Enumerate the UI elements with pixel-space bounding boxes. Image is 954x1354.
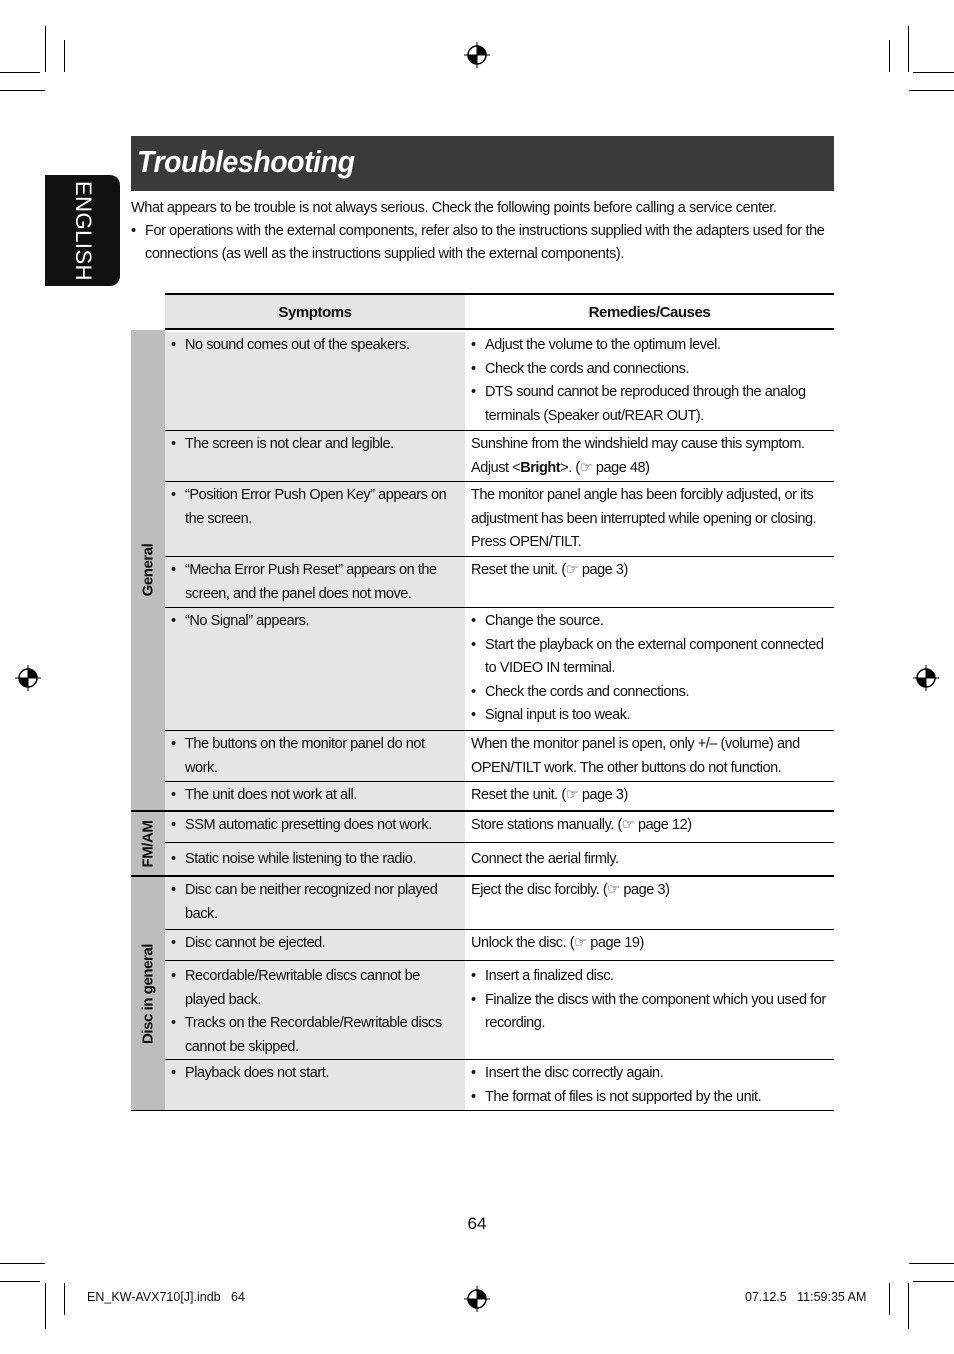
table-row (165, 961, 834, 1059)
remedy-text: Sunshine from the windshield may cause this symptom. (471, 436, 805, 452)
table-row (165, 431, 834, 481)
remedy-item: • Insert a finalized disc. (471, 965, 830, 989)
crop-mark (889, 40, 890, 72)
table-row (165, 877, 834, 929)
crop-mark (0, 1281, 40, 1282)
symptom-item: • The buttons on the monitor panel do not work. (171, 733, 455, 780)
remedy-cell (465, 332, 834, 430)
registration-mark-icon (464, 1286, 490, 1312)
table-bottom-border (131, 1110, 834, 1111)
table-row (165, 608, 834, 730)
table-header (165, 293, 834, 330)
table-row (165, 731, 834, 781)
symptom-item: • “No Signal” appears. (171, 610, 455, 634)
table-row (165, 812, 834, 842)
crop-mark (64, 1283, 65, 1315)
registration-mark-icon (15, 665, 41, 691)
crop-mark (889, 1283, 890, 1315)
remedy-text: Connect the aerial firmly. (471, 851, 619, 867)
crop-mark (0, 72, 40, 73)
remedy-item: • Change the source. (471, 610, 830, 634)
symptom-cell (165, 961, 465, 1059)
symptom-cell (165, 782, 465, 810)
registration-mark-icon (913, 665, 939, 691)
crop-mark (0, 90, 45, 91)
table-row (165, 1060, 834, 1111)
remedy-text: When the monitor panel is open, only +/– (volume) and OPEN/TILT work. The other buttons do not function. (471, 736, 800, 776)
remedy-cell (465, 731, 834, 781)
symptom-item: • Disc cannot be ejected. (171, 932, 455, 956)
symptom-cell (165, 557, 465, 607)
symptom-cell (165, 731, 465, 781)
remedy-cell (465, 608, 834, 730)
symptom-cell (165, 482, 465, 556)
crop-mark (0, 1263, 45, 1264)
symptom-cell (165, 608, 465, 730)
table-row (165, 782, 834, 810)
remedy-item: • The format of files is not supported by the unit. (471, 1086, 830, 1110)
table-row (165, 332, 834, 430)
remedy-item: • Check the cords and connections. (471, 681, 830, 705)
remedy-text: Reset the unit. (☞ page 3) (471, 562, 628, 578)
crop-mark (913, 72, 954, 73)
symptom-item: • Disc can be neither recognized nor played back. (171, 879, 455, 926)
table-row (165, 843, 834, 875)
symptom-item: • Static noise while listening to the radio. (171, 848, 455, 872)
symptom-item: • “Position Error Push Open Key” appears on the screen. (171, 484, 455, 531)
page-title: Troubleshooting (137, 144, 355, 179)
title-bar (131, 136, 834, 191)
remedy-cell (465, 482, 834, 556)
crop-mark (45, 26, 46, 72)
remedy-item: • Finalize the discs with the component which you used for recording. (471, 989, 830, 1036)
symptom-item: • Recordable/Rewritable discs cannot be played back. (171, 965, 455, 1012)
registration-mark-icon (464, 42, 490, 68)
remedy-cell (465, 557, 834, 607)
symptom-item: • SSM automatic presetting does not work. (171, 814, 455, 838)
bright-setting-name: Bright (520, 459, 561, 476)
symptom-cell (165, 332, 465, 430)
remedy-cell (465, 782, 834, 810)
page-number: 64 (467, 1214, 487, 1233)
remedy-text: Store stations manually. (☞ page 12) (471, 817, 692, 833)
remedy-text: Adjust <Bright>. (☞ page 48) (471, 459, 650, 476)
symptom-cell (165, 812, 465, 842)
remedy-cell (465, 1060, 834, 1111)
remedy-text: Eject the disc forcibly. (☞ page 3) (471, 882, 670, 898)
remedy-text: Unlock the disc. (☞ page 19) (471, 935, 644, 951)
language-tab (45, 175, 120, 286)
remedy-item: • Adjust the volume to the optimum level. (471, 334, 830, 358)
remedy-item: • Check the cords and connections. (471, 358, 830, 382)
language-label: ENGLISH (70, 180, 96, 281)
remedy-text: Reset the unit. (☞ page 3) (471, 787, 628, 803)
symptom-cell (165, 843, 465, 875)
table-row (165, 482, 834, 556)
remedy-cell (465, 877, 834, 929)
intro (131, 197, 841, 266)
crop-mark (64, 40, 65, 72)
intro-bullet: • For operations with the external components, refer also to the instructions supplied with the adapters used for the connections (as well as the instructions supplied with the external components). (131, 220, 841, 266)
symptom-cell (165, 1060, 465, 1111)
symptom-item: • Playback does not start. (171, 1062, 455, 1086)
remedy-item: • DTS sound cannot be reproduced through the analog terminals (Speaker out/REAR OUT). (471, 381, 830, 428)
crop-mark (908, 26, 909, 72)
symptom-item: • No sound comes out of the speakers. (171, 334, 455, 358)
intro-text: What appears to be trouble is not always serious. Check the following points before calling a service center. (131, 200, 777, 216)
symptom-item: • The unit does not work at all. (171, 784, 455, 808)
symptom-item: • The screen is not clear and legible. (171, 433, 455, 457)
category-general: General (131, 330, 165, 810)
crop-mark (45, 1283, 46, 1329)
symptom-item: • Tracks on the Recordable/Rewritable discs cannot be skipped. (171, 1012, 455, 1059)
crop-mark (909, 1263, 954, 1264)
remedy-cell (465, 843, 834, 875)
remedy-item: • Start the playback on the external component connected to VIDEO IN terminal. (471, 634, 830, 681)
symptom-item: • “Mecha Error Push Reset” appears on the screen, and the panel does not move. (171, 559, 455, 606)
remedy-item: • Signal input is too weak. (471, 704, 830, 728)
crop-mark (908, 1283, 909, 1329)
symptom-cell (165, 431, 465, 481)
footer-file-name: EN_KW-AVX710[J].indb 64 (87, 1290, 245, 1304)
table-row (165, 930, 834, 960)
remedy-cell (465, 812, 834, 842)
symptoms-header: Symptoms (165, 295, 465, 328)
remedy-cell (465, 930, 834, 960)
crop-mark (913, 1281, 954, 1282)
remedy-item: • Insert the disc correctly again. (471, 1062, 830, 1086)
crop-mark (909, 90, 954, 91)
remedy-cell (465, 961, 834, 1059)
category-disc-in-general: Disc in general (131, 877, 165, 1111)
symptom-cell (165, 877, 465, 929)
remedy-text: The monitor panel angle has been forcibly adjusted, or its adjustment has been interrupted while opening or closing. Press OPEN/TILT. (471, 487, 817, 550)
footer-timestamp: 07.12.5 11:59:35 AM (745, 1290, 867, 1304)
remedies-header: Remedies/Causes (588, 304, 711, 321)
category-fm-am: FM/AM (131, 812, 165, 875)
remedy-cell (465, 431, 834, 481)
symptom-cell (165, 930, 465, 960)
table-row (165, 557, 834, 607)
